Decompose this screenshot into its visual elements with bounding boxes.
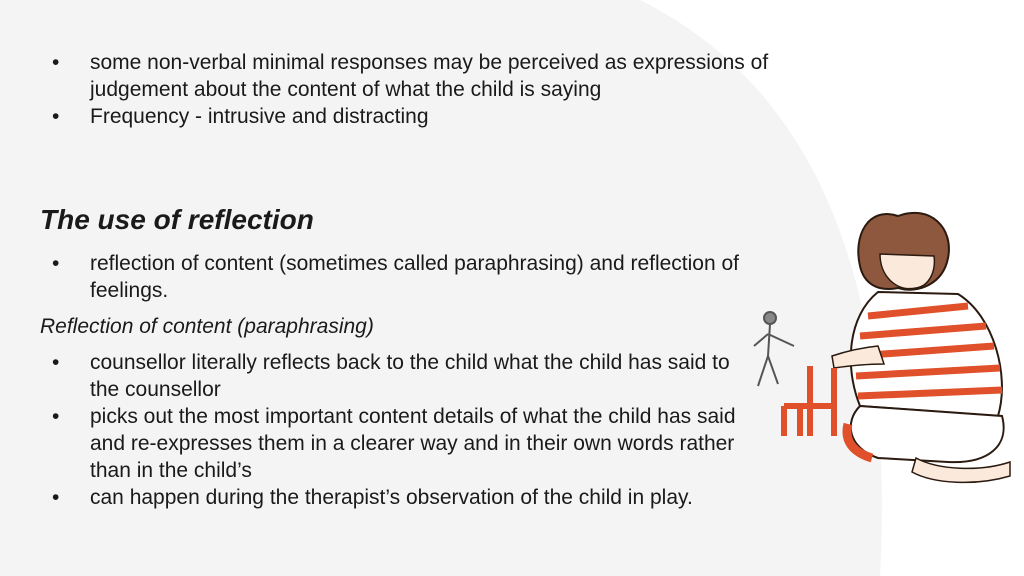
list-item-text: some non-verbal minimal responses may be perceived as expressions of judgement about the content of what the child is saying bbox=[90, 51, 769, 101]
bullet-marker: • bbox=[52, 51, 60, 74]
list-item-text: counsellor literally reflects back to the child what the child has said to the counsellor bbox=[90, 351, 730, 401]
list-item-text: Frequency - intrusive and distracting bbox=[90, 105, 429, 128]
section-heading: The use of reflection bbox=[40, 204, 314, 235]
list-item bbox=[0, 49, 780, 103]
bullet-marker: • bbox=[52, 252, 60, 275]
bullet-marker: • bbox=[52, 486, 60, 509]
list-item bbox=[0, 250, 760, 304]
bullet-list-responses bbox=[0, 49, 780, 130]
list-item bbox=[0, 349, 760, 403]
list-item-text: picks out the most important content details of what the child has said and re-expresses them in a clearer way and in their own words rather than in the child’s bbox=[90, 405, 736, 482]
bullet-list-paraphrasing bbox=[0, 349, 760, 511]
toy-figure bbox=[754, 312, 794, 386]
list-item-text: can happen during the therapist’s observation of the child in play. bbox=[90, 486, 693, 509]
bullet-marker: • bbox=[52, 105, 60, 128]
list-item bbox=[0, 403, 760, 484]
section-subheading: Reflection of content (paraphrasing) bbox=[40, 315, 374, 338]
bullet-marker: • bbox=[52, 405, 60, 428]
list-item bbox=[0, 103, 780, 130]
legs bbox=[851, 406, 1004, 462]
bullet-marker: • bbox=[52, 351, 60, 374]
bullet-list-reflection bbox=[0, 250, 760, 304]
child-playing-illustration bbox=[748, 196, 1024, 486]
arm bbox=[832, 346, 884, 368]
toy-chair bbox=[784, 366, 836, 436]
list-item bbox=[0, 484, 760, 511]
list-item-text: reflection of content (sometimes called paraphrasing) and reflection of feelings. bbox=[90, 252, 740, 302]
